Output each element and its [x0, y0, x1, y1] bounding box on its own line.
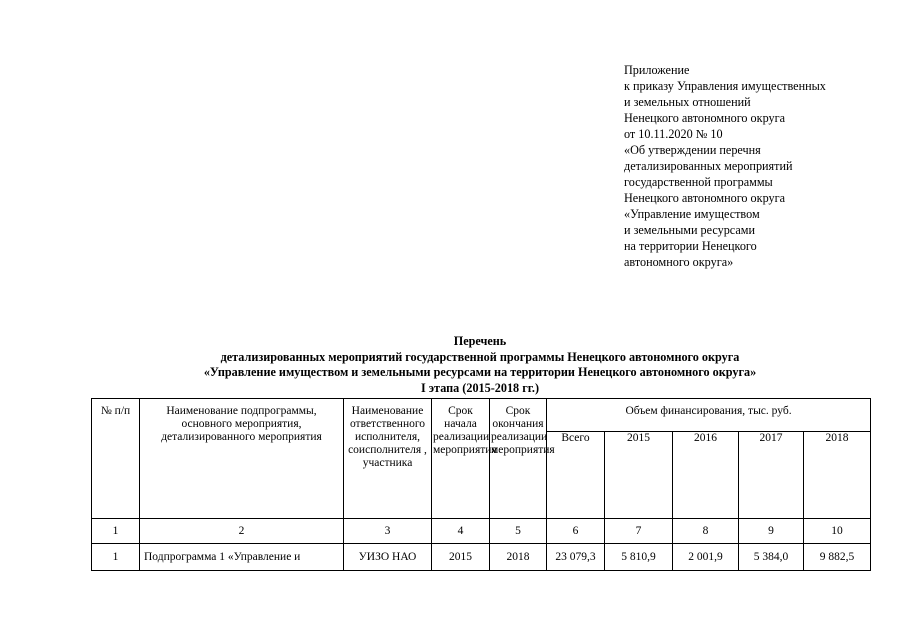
- cell-2017: 5 384,0: [739, 544, 804, 571]
- cell-2018: 9 882,5: [804, 544, 871, 571]
- cell-num: 1: [92, 544, 140, 571]
- cell-name: Подпрограмма 1 «Управление и: [140, 544, 344, 571]
- header-total: Всего: [547, 432, 605, 519]
- title-line: детализированных мероприятий государственной программы Ненецкого автономного округа: [220, 349, 740, 364]
- appendix-line: Ненецкого автономного округа: [624, 111, 786, 125]
- appendix-line: к приказу Управления имущественных: [624, 79, 826, 93]
- cell-total: 23 079,3: [547, 544, 605, 571]
- appendix-line: от 10.11.2020 № 10: [624, 127, 723, 141]
- column-index: 6: [547, 519, 605, 544]
- appendix-line: государственной программы: [624, 175, 773, 189]
- header-year-2015: 2015: [605, 432, 673, 519]
- appendix-line: «Об утверждении перечня: [624, 143, 761, 157]
- cell-2015: 5 810,9: [605, 544, 673, 571]
- header-name: Наименование подпрограммы, основного мероприятия, детализированного мероприятия: [140, 399, 344, 519]
- column-index: 8: [673, 519, 739, 544]
- cell-start: 2015: [432, 544, 490, 571]
- header-year-2018: 2018: [804, 432, 871, 519]
- column-index: 1: [92, 519, 140, 544]
- appendix-line: на территории Ненецкого: [624, 239, 757, 253]
- column-index: 5: [490, 519, 547, 544]
- activities-table: [91, 398, 871, 571]
- cell-end: 2018: [490, 544, 547, 571]
- appendix-line: «Управление имуществом: [624, 207, 760, 221]
- title-line: «Управление имуществом и земельными ресурсами на территории Ненецкого автономного округа»: [203, 365, 757, 379]
- header-end: Срок окончания реализации мероприятия: [490, 399, 547, 519]
- column-index: 7: [605, 519, 673, 544]
- header-year-2016: 2016: [673, 432, 739, 519]
- appendix-block: [624, 62, 894, 270]
- column-index: 9: [739, 519, 804, 544]
- cell-executor: УИЗО НАО: [344, 544, 432, 571]
- appendix-line: и земельных отношений: [624, 95, 751, 109]
- header-num: № п/п: [92, 399, 140, 519]
- title-line: Перечень: [453, 334, 507, 348]
- column-index: 2: [140, 519, 344, 544]
- header-year-2017: 2017: [739, 432, 804, 519]
- table-row: [92, 544, 871, 571]
- appendix-line: детализированных мероприятий: [624, 159, 793, 173]
- appendix-line: автономного округа»: [624, 255, 734, 269]
- document-title: [100, 334, 860, 396]
- appendix-line: и земельными ресурсами: [624, 223, 755, 237]
- appendix-line: Приложение: [624, 63, 690, 77]
- header-executor: Наименование ответственного исполнителя, соисполнителя , участника: [344, 399, 432, 519]
- cell-2016: 2 001,9: [673, 544, 739, 571]
- header-funding: Объем финансирования, тыс. руб.: [547, 399, 871, 432]
- column-index-row: [92, 519, 871, 544]
- column-index: 10: [804, 519, 871, 544]
- appendix-line: Ненецкого автономного округа: [624, 191, 786, 205]
- column-index: 4: [432, 519, 490, 544]
- column-index: 3: [344, 519, 432, 544]
- header-start: Срок начала реализации мероприятия: [432, 399, 490, 519]
- title-line: I этапа (2015-2018 гг.): [421, 380, 539, 395]
